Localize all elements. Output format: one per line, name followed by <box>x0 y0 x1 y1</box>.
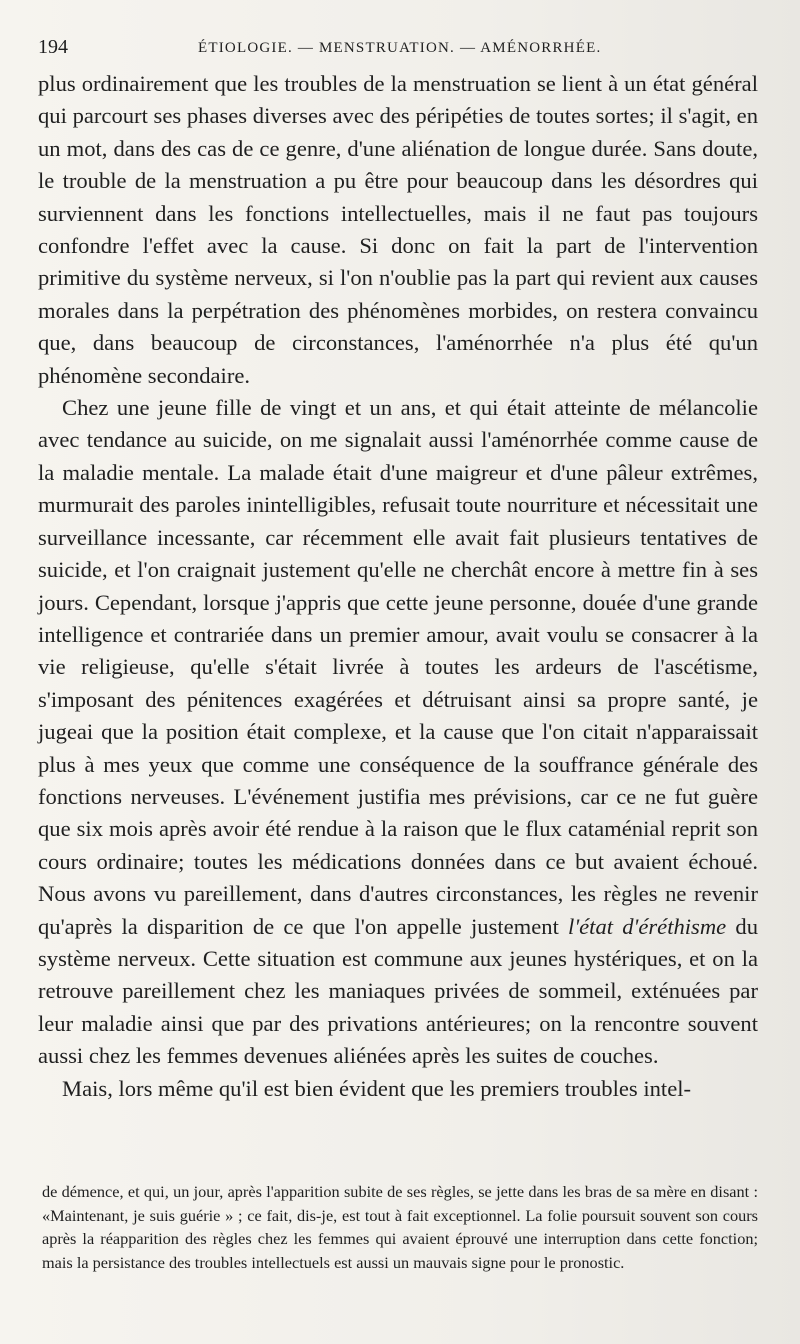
paragraph-2-part-2: du système nerveux. Cette situation est commune aux jeunes hystériques, et on la retrouve pareillement chez les maniaques privées de sommeil, exténuées par leur maladie ainsi que par des privations antérieures; on la rencontre souvent aussi chez les femmes devenues aliénées après les suites de couches. <box>38 913 758 1069</box>
footnote <box>42 1180 758 1274</box>
page-header <box>38 36 760 64</box>
page-number: 194 <box>38 36 68 58</box>
main-text <box>38 68 758 1105</box>
paragraph-2-part-1: Chez une jeune fille de vingt et un ans, et qui était atteinte de mélancolie avec tendance au suicide, on me signalait aussi l'aménorrhée comme cause de la maladie mentale. La malade était d'une maigreur et d'une pâleur extrêmes, murmurait des paroles inintelligibles, refusait toute nourriture et nécessitait une surveillance incessante, car récemment elle avait fait plusieurs tentatives de suicide, et l'on craignait justement qu'elle ne cherchât encore à mettre fin à ses jours. Cependant, lorsque j'appris que cette jeune personne, douée d'une grande intelligence et contrariée dans un premier amour, avait voulu se consacrer à la vie religieuse, qu'elle s'était livrée à toutes les ardeurs de l'ascétisme, s'imposant des pénitences exagérées et détruisant ainsi sa propre santé, je jugeai que la position était complexe, et la cause que l'on citait n'apparaissait plus à mes yeux que comme une conséquence de la souffrance générale des fonctions nerveuses. L'événement justifia mes prévisions, car ce ne fut guère que six mois après avoir été rendue à la raison que le flux cataménial reprit son cours ordinaire; toutes les médications données dans ce but avaient échoué. Nous avons vu pareillement, dans d'autres circonstances, les règles ne revenir qu'après la disparition de ce que l'on appelle justement <box>38 395 758 939</box>
footnote-text: de démence, et qui, un jour, après l'apparition subite de ses règles, se jette dans les bras de sa mère en disant : «Maintenant, je suis guérie » ; ce fait, dis-je, est tout à fait exceptionnel. La folie poursuit souvent son cours après la réapparition des règles chez les femmes qui avaient éprouvé une interruption dans cette fonction; mais la persistance des troubles intellectuels est aussi un mauvais signe pour le pronostic. <box>42 1182 758 1272</box>
paragraph-2-italic: l'état d'éréthisme <box>568 913 727 939</box>
running-head: ÉTIOLOGIE. — MENSTRUATION. — AMÉNORRHÉE. <box>198 40 602 56</box>
paragraph-1: plus ordinairement que les troubles de la menstruation se lient à un état général qui parcourt ses phases diverses avec des péripéties de toutes sortes; il s'agit, en un mot, dans des cas de ce genre, d'une aliénation de longue durée. Sans doute, le trouble de la menstruation a pu être pour beaucoup dans les désordres qui surviennent dans les fonctions intellectuelles, mais il ne faut pas toujours confondre l'effet avec la cause. Si donc on fait la part de l'intervention primitive du système nerveux, si l'on n'oublie pas la part qui revient aux causes morales dans la perpétration des phénomènes morbides, on restera convaincu que, dans beaucoup de circonstances, l'aménorrhée n'a plus été qu'un phénomène secondaire. <box>38 71 758 388</box>
paragraph-2 <box>38 392 758 1073</box>
paragraph-3: Mais, lors même qu'il est bien évident que les premiers troubles intel- <box>62 1075 692 1101</box>
